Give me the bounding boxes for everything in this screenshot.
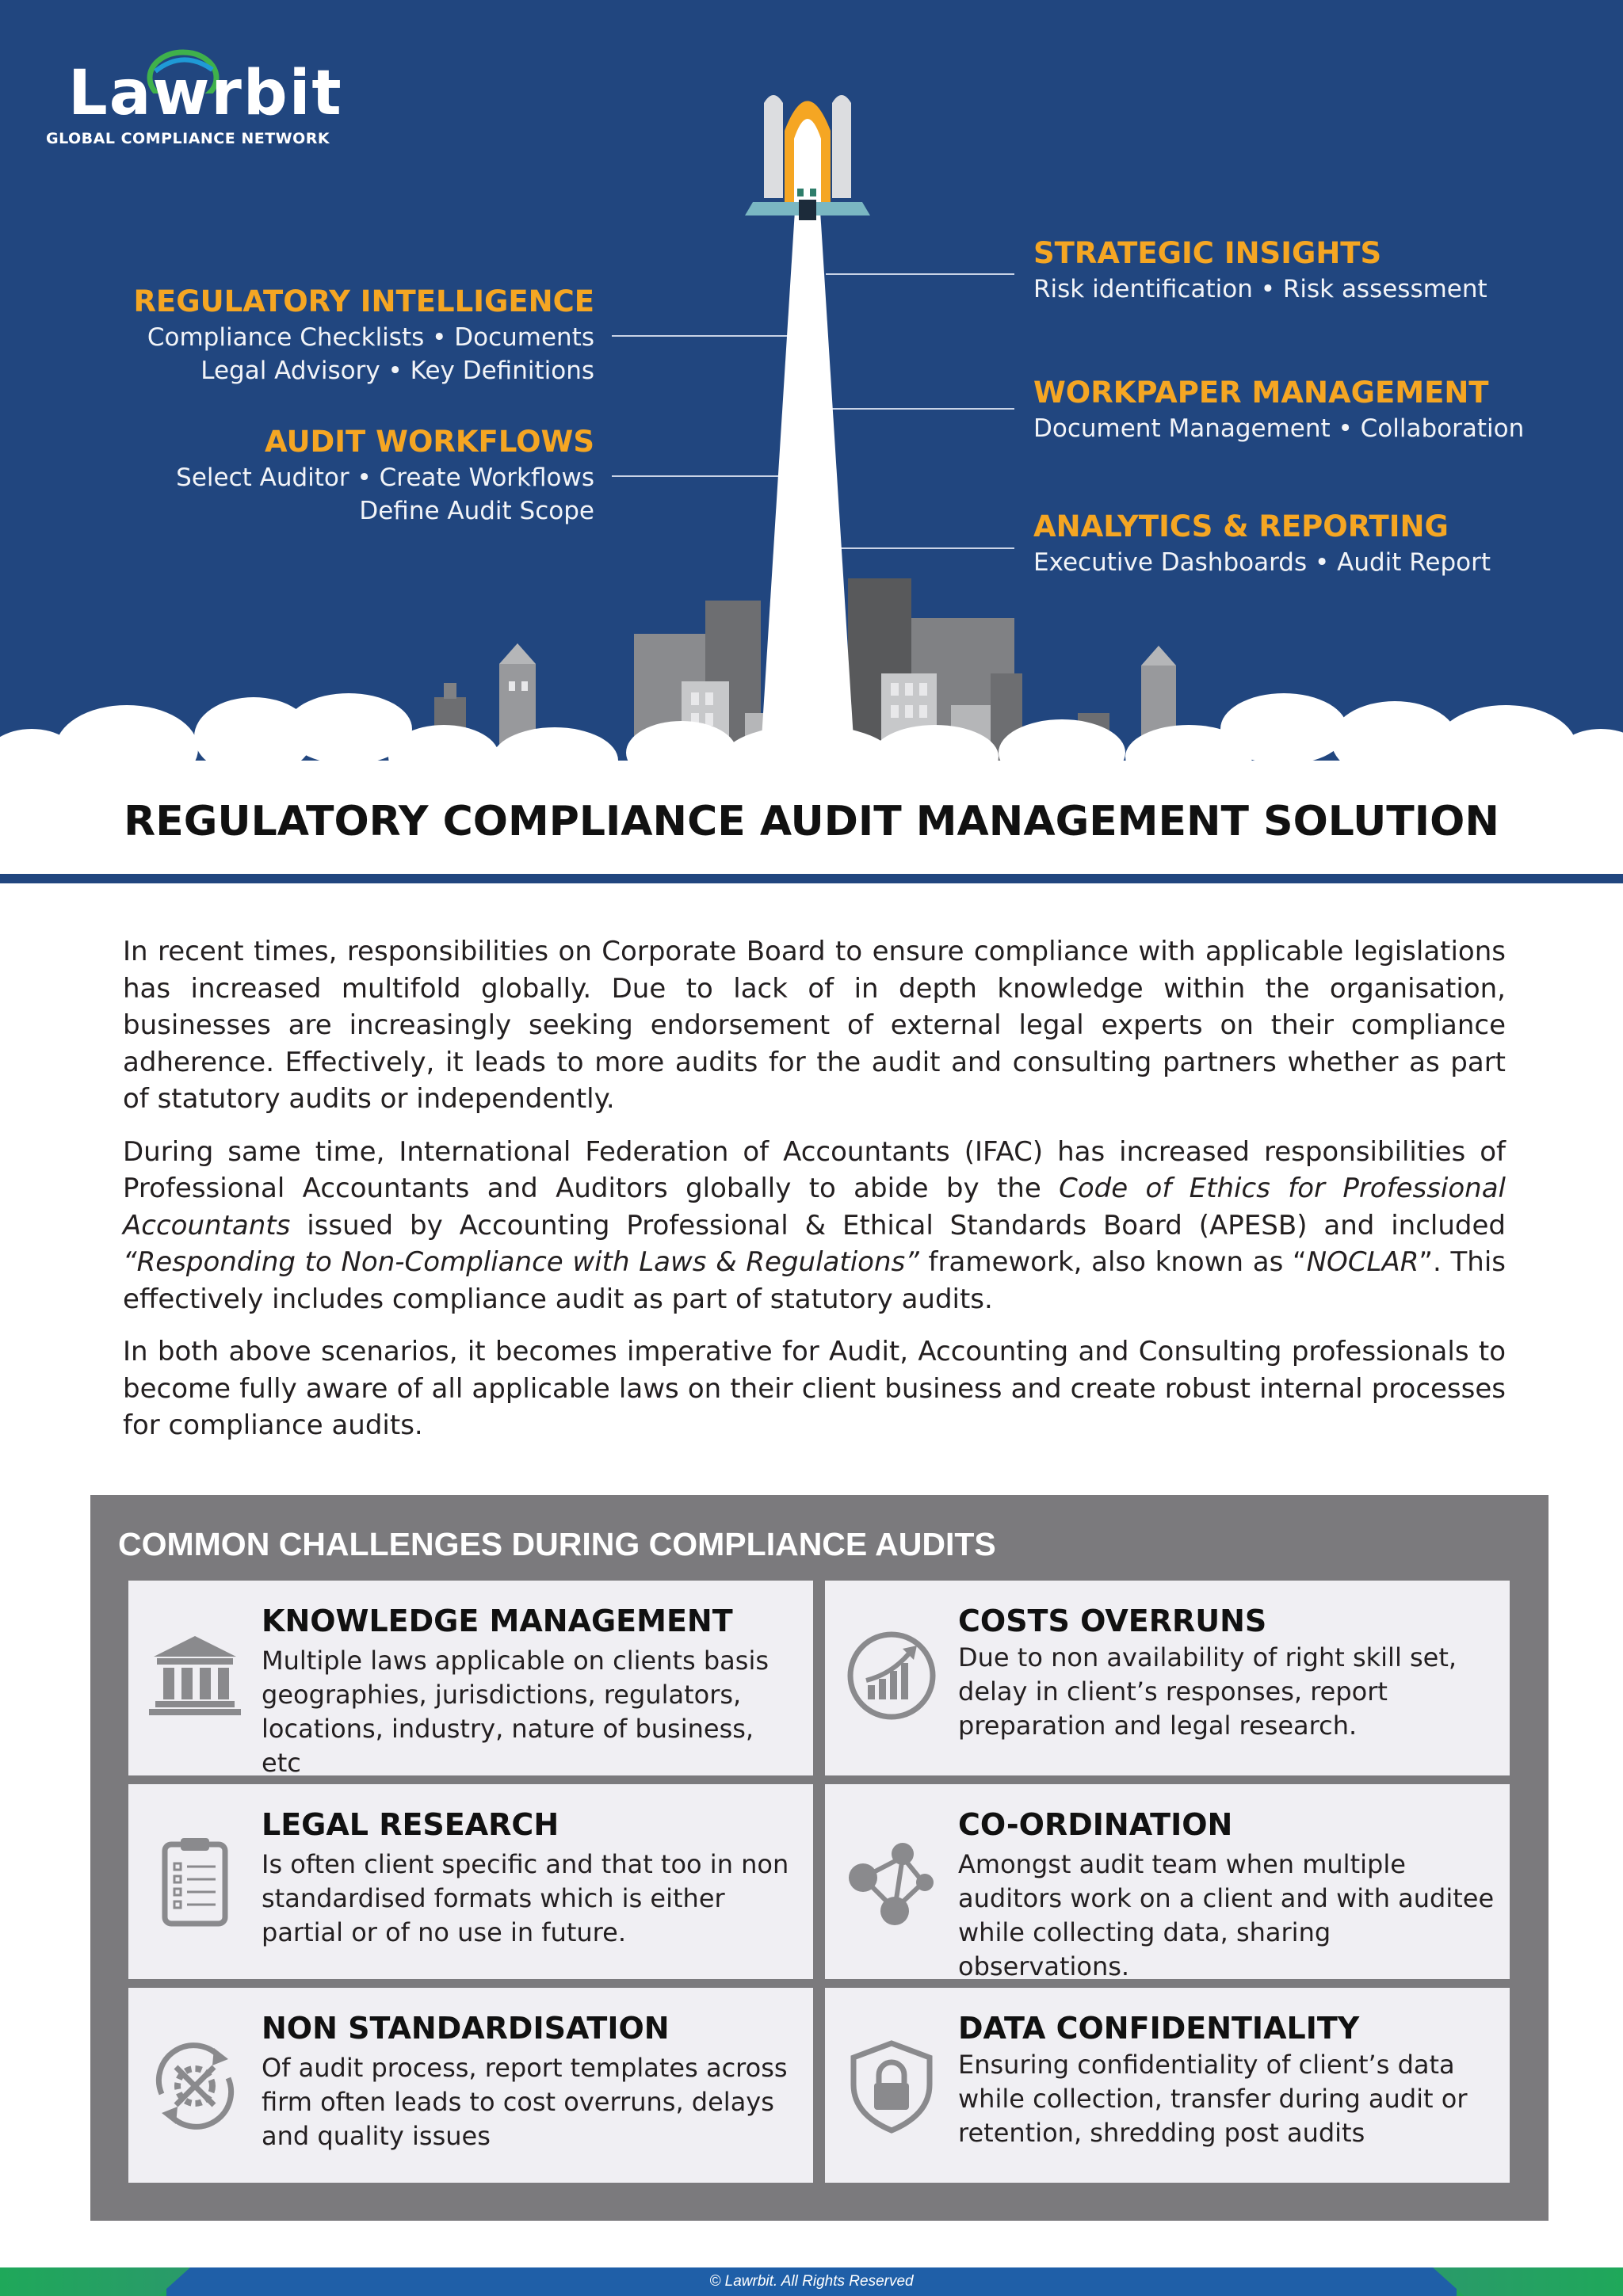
text-run-italic: “Responding to Non-Compliance with Laws & Regulations” <box>123 1246 919 1278</box>
hero-banner <box>0 0 1623 883</box>
challenge-title: CO-ORDINATION <box>958 1807 1233 1842</box>
feature-strategic-insights <box>1033 235 1487 306</box>
feature-analytics-reporting <box>1033 508 1491 579</box>
intro-section <box>123 933 1506 1460</box>
challenge-card-knowledge-management <box>128 1581 813 1778</box>
title-divider <box>0 874 1623 883</box>
challenge-title: NON STANDARDISATION <box>262 2011 670 2046</box>
building-tower <box>444 683 456 699</box>
text-run-italic: Code of Ethics for Professional Accountants <box>123 1173 1506 1241</box>
challenge-description: Multiple laws applicable on clients basis geographies, jurisdictions, regulators, locations, industry, nature of business, etc <box>262 1646 769 1778</box>
challenge-description: Due to non availability of right skill set, delay in client’s responses, report preparation and legal research. <box>958 1642 1457 1741</box>
page-title: REGULATORY COMPLIANCE AUDIT MANAGEMENT SOLUTION <box>124 798 1499 845</box>
feature-line: Executive Dashboards • Audit Report <box>1033 548 1491 577</box>
clipboard-icon <box>147 1833 242 1928</box>
feature-line: Select Auditor • Create Workflows <box>176 463 594 492</box>
challenge-description: Ensuring confidentiality of client’s data while collection, transfer during audit or retention, shredding post audits <box>958 2050 1468 2148</box>
no-process-icon <box>147 2039 242 2134</box>
challenge-title: LEGAL RESEARCH <box>262 1807 559 1842</box>
challenge-card-data-confidentiality <box>825 1988 1510 2183</box>
feature-title: ANALYTICS & REPORTING <box>1033 509 1449 543</box>
building-roof <box>499 643 536 664</box>
challenge-title: KNOWLEDGE MANAGEMENT <box>262 1604 733 1638</box>
intro-paragraph-3: In both above scenarios, it becomes imperative for Audit, Accounting and Consulting professionals to become fully aware of all applicable laws on their client business and create robust internal processes for compliance audits. <box>123 1336 1506 1441</box>
text-run: ”. This effectively includes compliance audit as part of statutory audits. <box>123 1246 1506 1315</box>
challenge-title: COSTS OVERRUNS <box>958 1604 1267 1638</box>
feature-line: Legal Advisory • Key Definitions <box>200 357 594 385</box>
rocket-trail <box>759 198 856 776</box>
bank-icon <box>147 1627 242 1722</box>
challenge-description: Amongst audit team when multiple auditors work on a client and with auditee while collecting data, sharing observations. <box>958 1849 1495 1981</box>
feature-workpaper-management <box>1033 374 1524 445</box>
feature-line: Define Audit Scope <box>359 497 594 525</box>
feature-title: REGULATORY INTELLIGENCE <box>133 284 594 318</box>
growth-chart-icon <box>844 1628 939 1723</box>
shield-lock-icon <box>844 2039 939 2134</box>
lawrbit-logo <box>46 54 347 157</box>
copyright-text: © Lawrbit. All Rights Reserved <box>709 2273 914 2290</box>
text-run: issued by Accounting Professional & Ethical Standards Board (APESB) and included <box>290 1209 1506 1241</box>
logo-wordmark: Lawrbit <box>68 58 343 129</box>
feature-title: STRATEGIC INSIGHTS <box>1033 236 1382 270</box>
challenge-card-costs-overruns <box>825 1581 1510 1775</box>
challenge-card-co-ordination <box>825 1784 1510 1979</box>
challenge-description: Of audit process, report templates across firm often leads to cost overruns, delays and quality issues <box>262 2053 788 2151</box>
feature-title: WORKPAPER MANAGEMENT <box>1033 376 1489 410</box>
feature-line: Compliance Checklists • Documents <box>147 323 594 352</box>
challenge-card-non-standardisation <box>128 1988 813 2183</box>
challenges-title: COMMON CHALLENGES DURING COMPLIANCE AUDITS <box>118 1526 996 1562</box>
footer-bar <box>0 2267 1623 2296</box>
text-run: framework, also known as “ <box>918 1246 1307 1278</box>
text-run-italic: NOCLAR <box>1306 1246 1419 1278</box>
feature-regulatory-intelligence <box>133 283 594 387</box>
building-roof <box>1141 646 1176 666</box>
challenge-card-legal-research <box>128 1784 813 1979</box>
feature-line: Risk identification • Risk assessment <box>1033 275 1487 303</box>
intro-paragraph-2 <box>123 1134 1506 1318</box>
feature-audit-workflows <box>176 423 594 528</box>
rocket-icon <box>745 95 870 220</box>
feature-title: AUDIT WORKFLOWS <box>264 425 594 459</box>
challenge-title: DATA CONFIDENTIALITY <box>958 2011 1360 2046</box>
text-run: During same time, International Federation of Accountants (IFAC) has increased responsibilities of Professional Accountants and Auditors globally to abide by the <box>123 1135 1506 1204</box>
challenges-panel <box>90 1495 1549 2221</box>
challenge-description: Is often client specific and that too in non standardised formats which is either partial or of no use in future. <box>262 1849 789 1947</box>
intro-paragraph-1: In recent times, responsibilities on Corporate Board to ensure compliance with applicable legislations has increased multifold globally. Due to lack of in depth knowledge within the organisation, businesses are increasingly seeking endorsement of external legal experts on their compliance adherence. Effectively, it leads to more audits for the audit and consulting partners whether as part of statutory audits or independently. <box>123 936 1506 1115</box>
network-icon <box>844 1833 939 1928</box>
logo-tagline: GLOBAL COMPLIANCE NETWORK <box>46 130 330 147</box>
feature-line: Document Management • Collaboration <box>1033 414 1525 443</box>
